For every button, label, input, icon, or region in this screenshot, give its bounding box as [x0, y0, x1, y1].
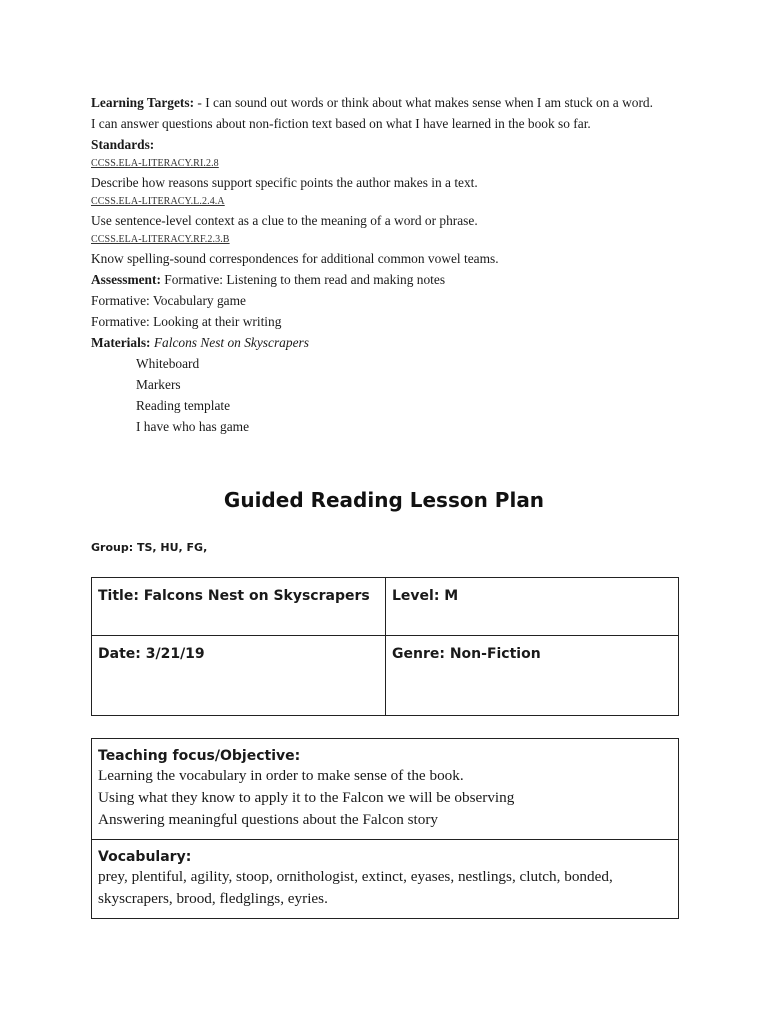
vocabulary-cell [92, 840, 679, 919]
standard-desc-3: Know spelling-sound correspondences for additional common vowel teams. [91, 251, 499, 266]
group-label: Group: TS, HU, FG, [91, 541, 208, 554]
learning-targets-label: Learning Targets: [91, 95, 195, 110]
book-info-table [91, 577, 679, 716]
standard-link-3[interactable]: CCSS.ELA-LITERACY.RF.2.3.B [91, 234, 230, 245]
focus-vocabulary-table [91, 738, 679, 919]
level-cell: Level: M [386, 578, 679, 636]
materials-line [91, 332, 681, 353]
assessment-line-3: Formative: Looking at their writing [91, 314, 282, 329]
lesson-plan-title: Guided Reading Lesson Plan [223, 488, 545, 512]
assessment-line-1 [91, 269, 681, 290]
focus-line-3: Answering meaningful questions about the Falcon story [98, 811, 438, 828]
date-cell: Date: 3/21/19 [92, 636, 386, 716]
materials-label: Materials: [91, 335, 151, 350]
focus-line-1: Learning the vocabulary in order to make sense of the book. [98, 767, 464, 784]
title-cell: Title: Falcons Nest on Skyscrapers [92, 578, 386, 636]
standard-desc-2: Use sentence-level context as a clue to the meaning of a word or phrase. [91, 213, 478, 228]
vocabulary-heading: Vocabulary: [98, 849, 192, 865]
material-item-4: I have who has game [136, 419, 250, 434]
assessment-text-1: Formative: Listening to them read and making notes [160, 272, 446, 287]
standard-desc-1: Describe how reasons support specific points the author makes in a text. [91, 175, 478, 190]
material-item-2: Markers [136, 377, 181, 392]
material-item-1: Whiteboard [136, 356, 200, 371]
assessment-line-2: Formative: Vocabulary game [91, 293, 246, 308]
teaching-focus-cell [92, 739, 679, 840]
standards-label: Standards: [91, 137, 155, 152]
learning-target-2: I can answer questions about non-fiction text based on what I have learned in the book so far. [91, 116, 591, 131]
material-item-3: Reading template [136, 398, 231, 413]
focus-line-2: Using what they know to apply it to the Falcon we will be observing [98, 789, 515, 806]
vocabulary-list: prey, plentiful, agility, stoop, ornithologist, extinct, eyases, nestlings, clutch, bonded, skyscrapers, brood, fledglings, eyries. [98, 868, 613, 907]
genre-cell: Genre: Non-Fiction [386, 636, 679, 716]
learning-targets [91, 92, 681, 113]
learning-target-1: - I can sound out words or think about what makes sense when I am stuck on a word. [194, 95, 653, 110]
standard-link-1[interactable]: CCSS.ELA-LITERACY.RI.2.8 [91, 158, 219, 169]
learning-standards-section [91, 92, 681, 437]
materials-book: Falcons Nest on Skyscrapers [150, 335, 309, 350]
teaching-focus-heading: Teaching focus/Objective: [98, 748, 301, 764]
standard-link-2[interactable]: CCSS.ELA-LITERACY.L.2.4.A [91, 196, 225, 207]
assessment-label: Assessment: [91, 272, 161, 287]
